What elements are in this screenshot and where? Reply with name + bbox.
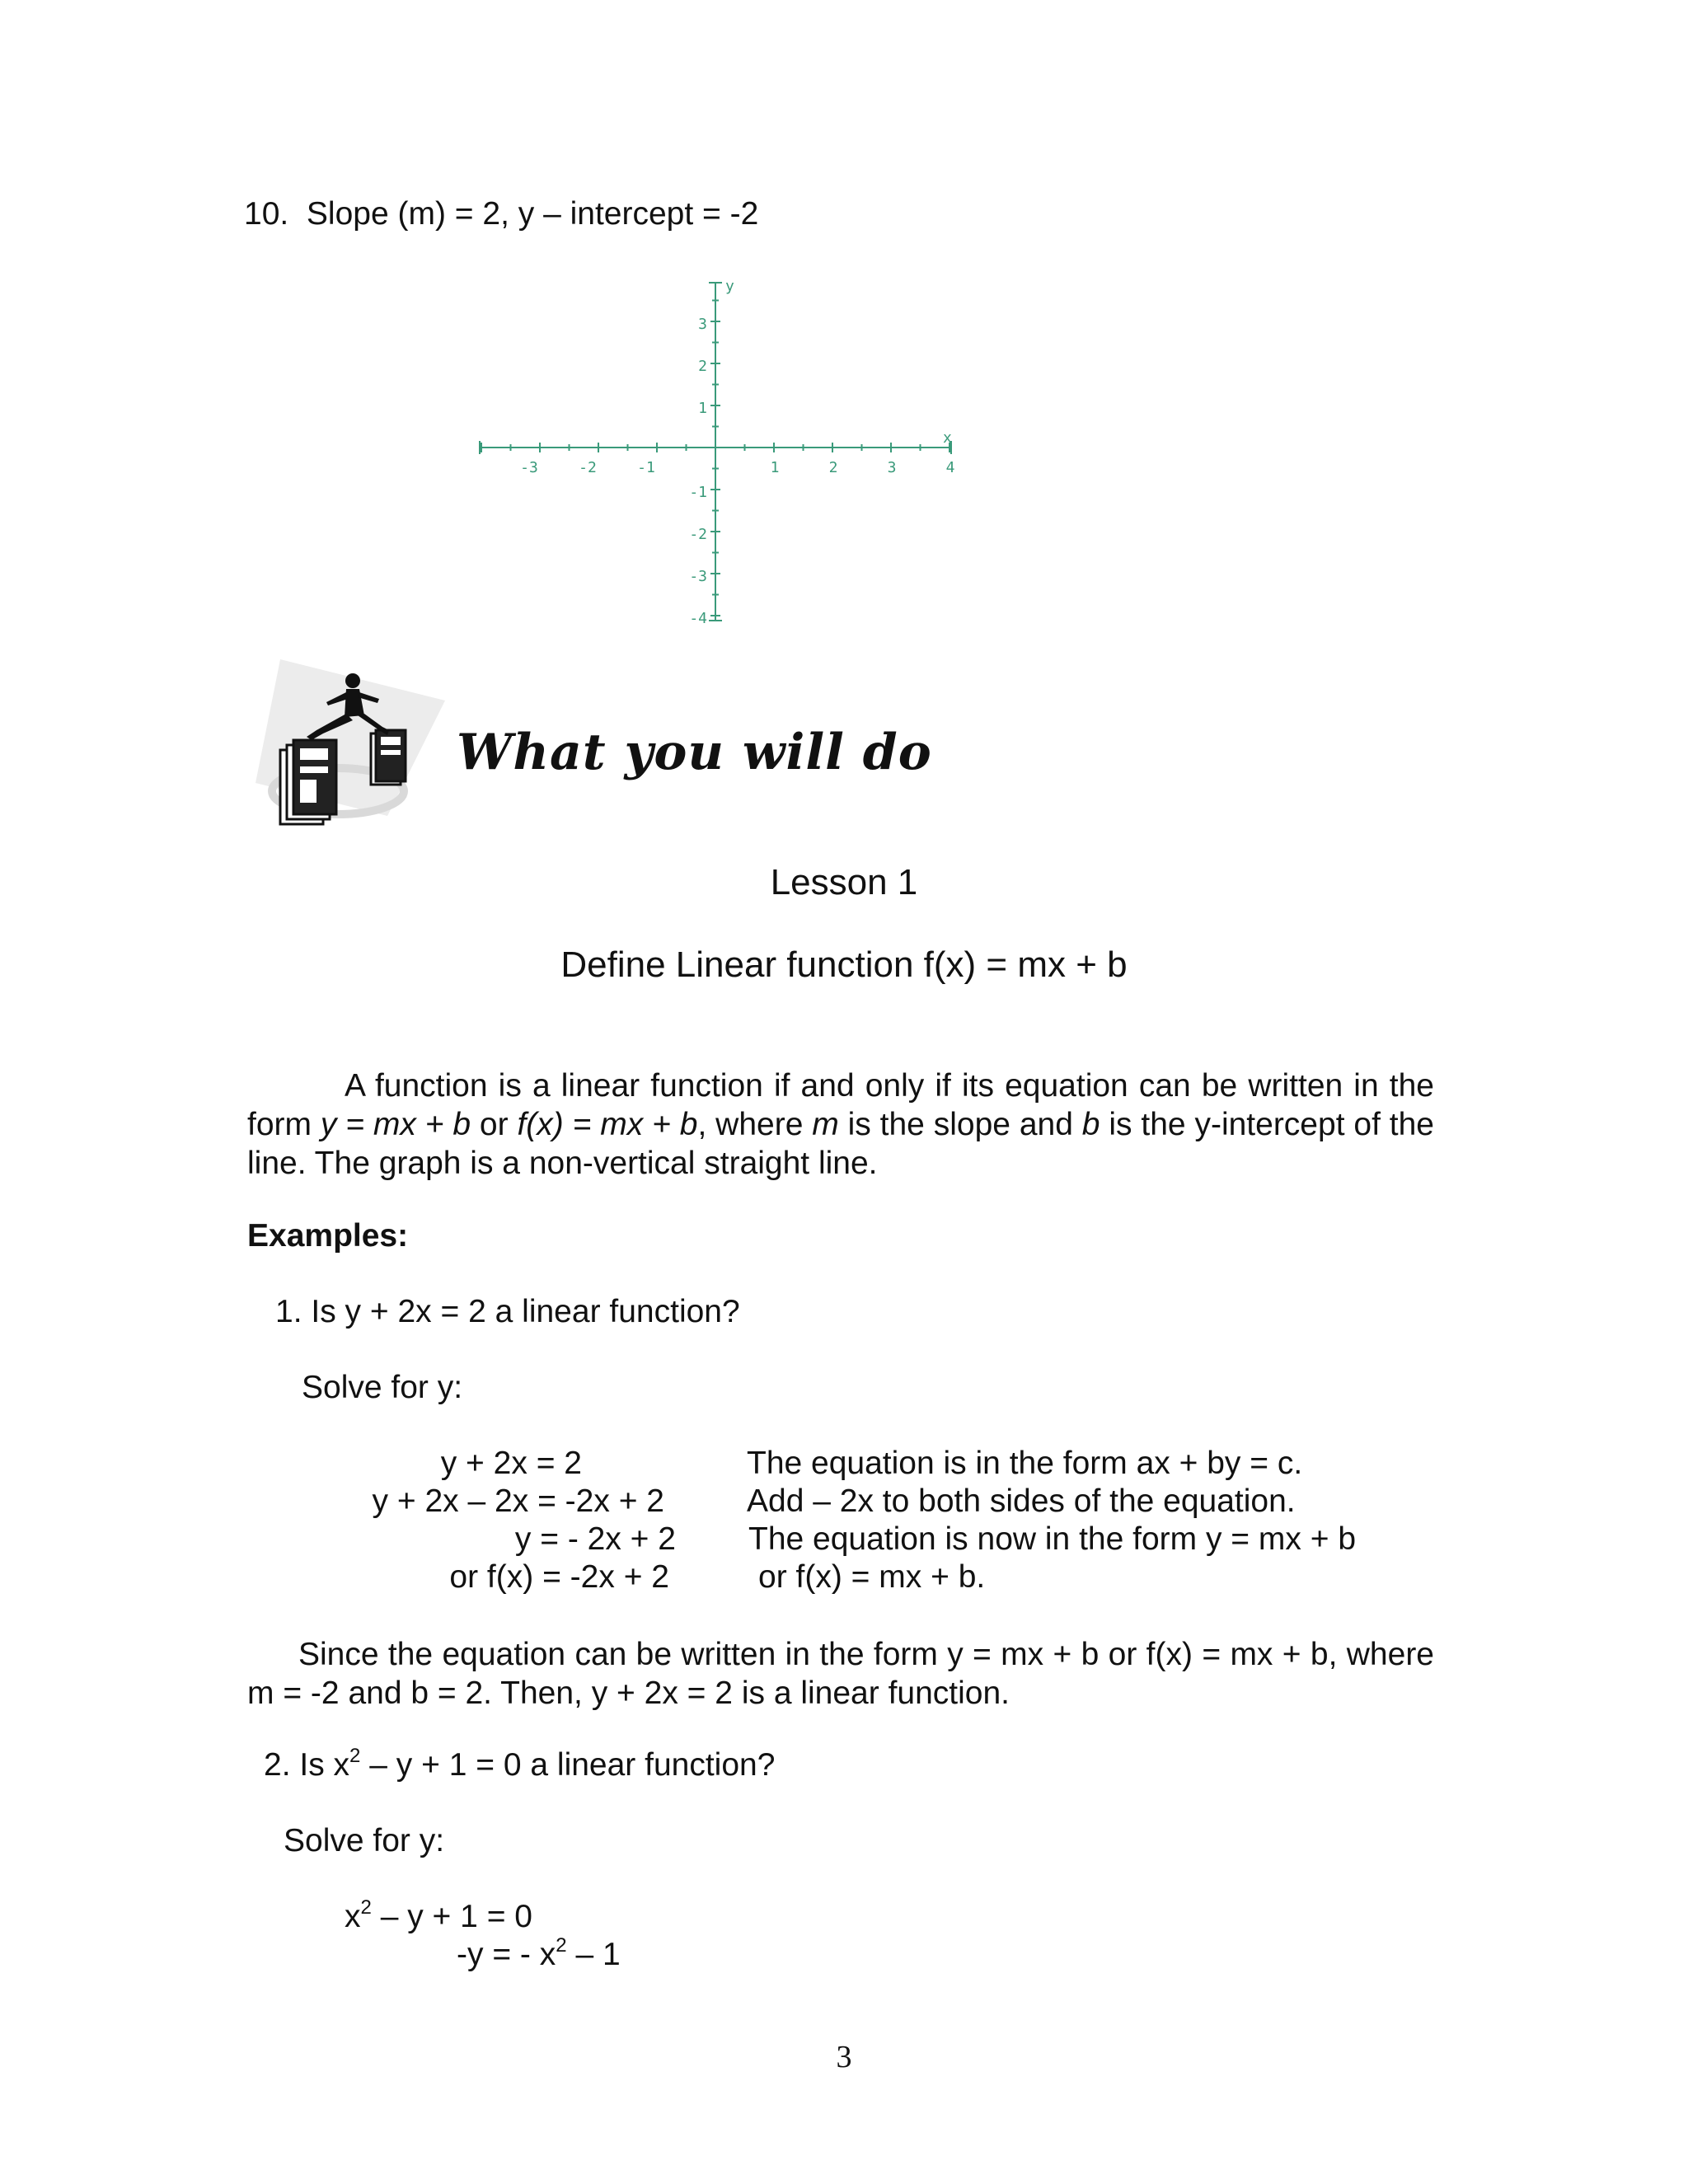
- y-tick-label: -2: [689, 526, 707, 543]
- variable-b: b: [1081, 1107, 1100, 1142]
- x-tick-label: -2: [579, 459, 597, 476]
- x-tick-label: 3: [887, 459, 897, 476]
- x-tick-label: -3: [520, 459, 538, 476]
- example-1-step-note: or f(x) = mx + b.: [758, 1559, 986, 1595]
- x-tick-label: 2: [828, 459, 838, 476]
- example-1-step-equation: y = - 2x + 2: [514, 1521, 676, 1557]
- axes: [480, 283, 951, 621]
- y-tick-label: -1: [689, 484, 707, 501]
- example-1-step-equation: or f(x) = -2x + 2: [449, 1559, 669, 1595]
- example-1-step-note: The equation is now in the form y = mx + b: [748, 1521, 1357, 1557]
- example-2-question: 2. Is $x^2 - y + 1 = 0$ a linear function?: [264, 1745, 776, 1783]
- formula-y: y = mx + b: [320, 1107, 471, 1142]
- definition-paragraph: [247, 1066, 1434, 1183]
- definition-text: A function is a linear function if and only if its equation can be written in the form: [247, 1068, 1434, 1142]
- example-2-step-1: $x^2 - y + 1 = 0$: [345, 1896, 532, 1934]
- y-tick-label: -4: [689, 610, 707, 627]
- definition-text: or: [471, 1107, 518, 1142]
- example-1-conclusion: [247, 1635, 1434, 1713]
- definition-text: is the y-intercept of the line. The graph is a non-vertical straight line.: [247, 1107, 1434, 1181]
- problem-text: Slope (m) = 2, y – intercept = -2: [306, 196, 759, 232]
- x-tick-label: 4: [945, 459, 955, 476]
- variable-m: m: [812, 1107, 839, 1142]
- y-axis-label: y: [725, 278, 734, 295]
- tick-labels: [520, 278, 954, 627]
- lesson-title: Lesson 1: [770, 862, 918, 902]
- formula-fx: f(x) = mx + b: [517, 1107, 698, 1142]
- leaping-man-books-illustration: [247, 651, 453, 832]
- definition-text: , where: [697, 1107, 813, 1142]
- example-1-step-equation: y + 2x = 2: [440, 1446, 582, 1481]
- x-tick-label: 1: [770, 459, 780, 476]
- x-axis-label: x: [943, 429, 952, 447]
- problem-number: 10.: [244, 196, 289, 232]
- problem-10: [244, 196, 758, 232]
- coordinate-graph: [470, 276, 981, 639]
- y-tick-label: 3: [698, 316, 707, 333]
- page-number: 3: [836, 2040, 852, 2074]
- y-tick-label: -3: [689, 568, 707, 585]
- definition-text: is the slope and: [838, 1107, 1082, 1142]
- lesson-subtitle: Define Linear function f(x) = mx + b: [560, 944, 1128, 985]
- y-tick-label: 2: [698, 358, 707, 375]
- example-2-solve-label: Solve for y:: [284, 1823, 445, 1858]
- section-heading: What you will do: [457, 724, 932, 781]
- left-book-stack: [280, 740, 336, 824]
- y-tick-label: 1: [698, 400, 707, 417]
- example-1-step-equation: y + 2x – 2x = -2x + 2: [372, 1483, 664, 1519]
- conclusion-text: Since the equation can be written in the form y = mx + b or f(x) = mx + b, where m = -2 and b = 2. Then, y + 2x = 2 is a linear function.: [247, 1637, 1434, 1711]
- example-2-step-2: -y = - $x^2 - 1$: [457, 1934, 621, 1972]
- example-1-solve-label: Solve for y:: [302, 1370, 463, 1405]
- example-1-question: 1. Is y + 2x = 2 a linear function?: [275, 1294, 740, 1329]
- right-book-stack: [371, 730, 406, 785]
- example-1-step-note: Add – 2x to both sides of the equation.: [747, 1483, 1296, 1519]
- example-1-step-note: The equation is in the form ax + by = c.: [747, 1446, 1303, 1481]
- x-tick-label: -1: [637, 459, 655, 476]
- examples-heading: Examples:: [247, 1218, 409, 1254]
